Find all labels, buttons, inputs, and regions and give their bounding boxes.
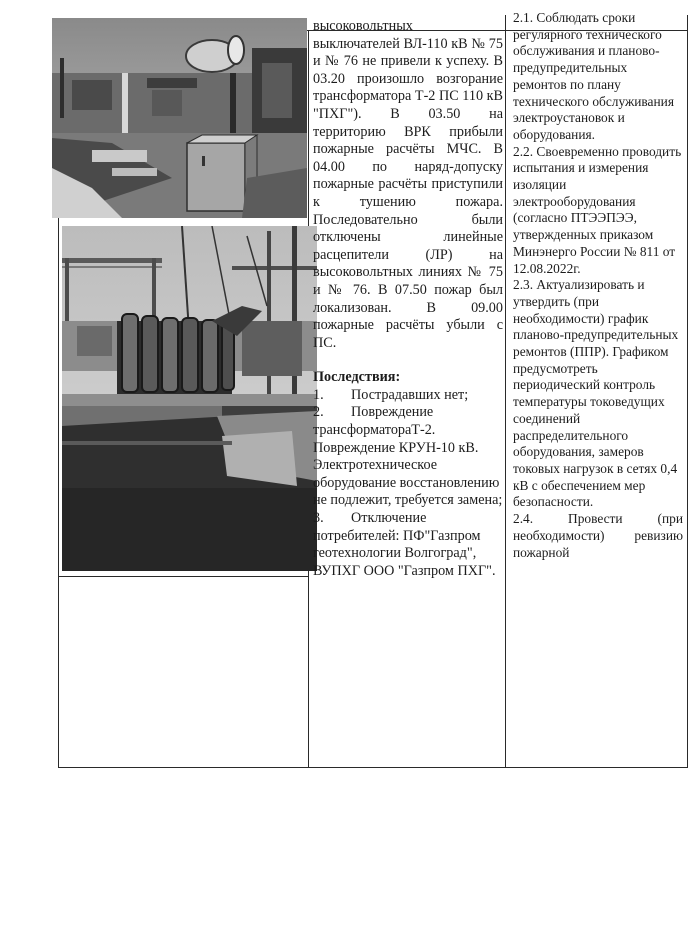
table-bottom-border: [58, 767, 688, 768]
substation-photo-2: [62, 226, 317, 571]
consequence-number: 1.: [313, 386, 324, 403]
measure-2-1: 2.1. Соблюдать сроки регулярного технического обслуживания и планово-предупредительных ремонтов по плану технического обслуживания электроустановок и оборудования.: [513, 10, 674, 142]
consequences-heading: Последствия:: [313, 369, 401, 386]
incident-description-cell: [313, 18, 503, 580]
measures-cell: [513, 10, 683, 561]
consequence-text: Пострадавших нет;: [351, 386, 469, 403]
consequence-text: Отключение: [351, 510, 427, 527]
column-divider-2: [505, 15, 506, 768]
consequence-continuation: потребителей: ПФ"Газпром геотехнологии Волгоград", ВУПХГ ООО "Газпром ПХГ".: [313, 527, 496, 579]
consequence-text: Повреждение: [351, 404, 434, 421]
consequence-continuation: трансформатораТ-2. Повреждение КРУН-10 кВ. Электротехническое оборудование восстановлению не подлежит, требуется замена;: [313, 422, 503, 509]
table-right-border: [687, 15, 688, 768]
photo-cell-bottom-border: [58, 576, 308, 577]
consequence-item-2: [313, 404, 503, 422]
consequence-item-1: [313, 387, 503, 405]
consequence-number: 2.: [313, 404, 324, 421]
consequence-number: 3.: [313, 510, 324, 527]
consequence-item-3: [313, 510, 503, 528]
incident-paragraph: высоковольтных выключателей ВЛ-110 кВ № 75 и № 76 не привели к успеху. В 03.20 произошло возгорание трансформатора Т-2 ПС 110 кВ "ПХГ"). В 03.50 на территорию ВРК прибыли пожарные расчёты МЧС. В 04.00 по наряд-допуску пожарные расчёты приступили к тушению пожара. Последовательно были отключены линейные расцепители (ЛР) на высоковольтных линиях № 75 и № 76. В 07.50 пожар был локализован. В 09.00 пожарные расчёты убыли с ПС.: [313, 18, 503, 351]
measure-2-4: 2.4. Провести (при необходимости) ревизию пожарной: [513, 511, 683, 560]
substation-photo-1: [52, 18, 307, 218]
measure-2-2: 2.2. Своевременно проводить испытания и измерения изоляции электрооборудования (согласно ПТЭЭПЭЭ, утвержденных приказом Минэнерго России № 811 от 12.08.2022г.: [513, 143, 682, 276]
measure-2-3: 2.3. Актуализировать и утвердить (при необходимости) график планово-предупредительных ремонтов (ППР). Графиком предусмотреть периодический контроль температуры токоведущих соединений распределительного оборудования, замеров токовых нагрузок в сетях 0,4 кВ с обеспечением мер безопасности.: [513, 277, 679, 510]
